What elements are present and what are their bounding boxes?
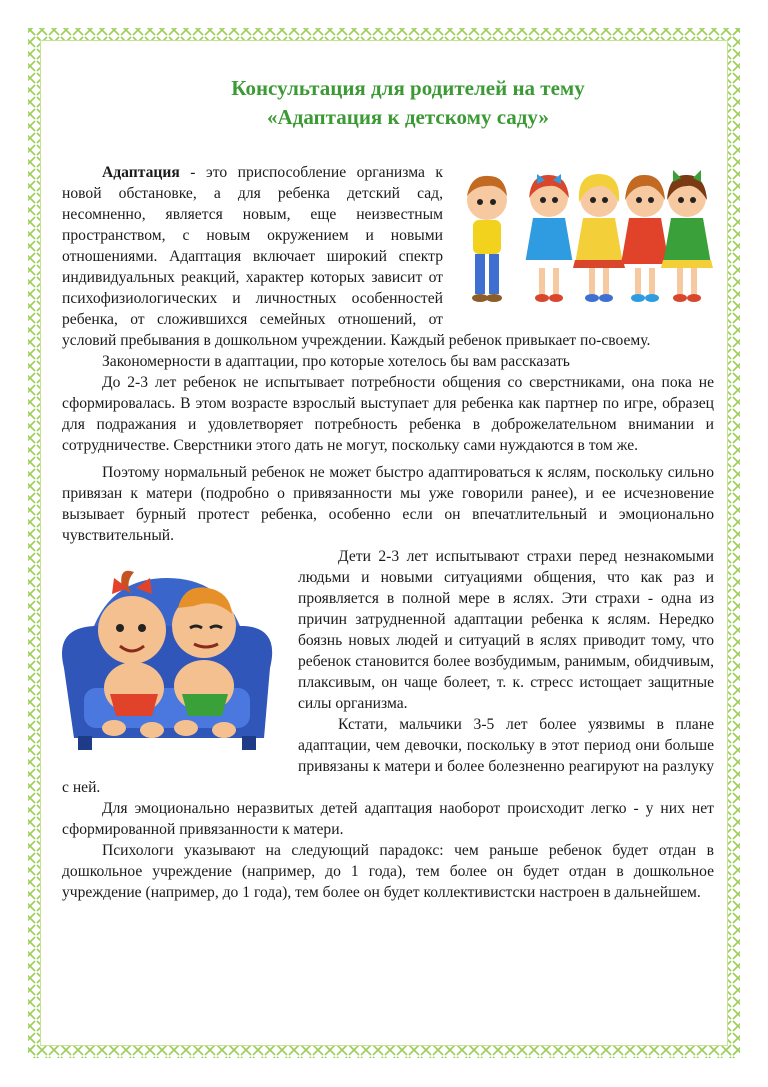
- paragraph-5: Дети 2-3 лет испытывают страхи перед незнакомыми людьми и новыми ситуациями общения, что как раз и проявляется в полной мере в яслях. Эти страхи - одна из причин затрудненной адаптации ребенка к яслям. Нередко боязнь новых людей и ситуаций в яслях приводит тому, что ребенок становится более возбудимым, ранимым, обидчивым, плаксивым, он чаще болеет, т. к. стресс истощает защитные силы организма.: [298, 548, 714, 712]
- girl-figure-1: [523, 174, 575, 302]
- title-line-1: Консультация для родителей на тему: [231, 76, 585, 100]
- paragraph-3: До 2-3 лет ребенок не испытывает потребности общения со сверстниками, она пока не сформировалась. В этом возрасте взрослый выступает для ребенка как партнер по игре, образец для подражания и удовлетворяет потребность ребенка в доброжелательном внимании и сотрудничестве. Сверстники этого дать не могут, поскольку сами нуждаются в том же.: [62, 374, 714, 454]
- paragraph-6: Кстати, мальчики 3-5 лет более уязвимы в плане адаптации, чем девочки, поскольку в этот период они больше привязаны к матери и более болезненно реагируют на разлуку с ней.: [62, 716, 714, 796]
- paragraph-7: Для эмоционально неразвитых детей адаптация наоборот происходит легко - у них нет сформированной привязанности к матери.: [62, 800, 714, 838]
- document-page: [62, 74, 714, 903]
- paragraph-8: Психологи указывают на следующий парадокс: чем раньше ребенок будет отдан в дошкольное учреждение (например, до 1 года), тем более он будет отдан в дошкольное учреждение (например, до 1 года), тем более он будет коллективистски настроен в дальнейшем.: [62, 842, 714, 901]
- boy-figure: [467, 176, 507, 302]
- babies-on-armchair-illustration: [54, 548, 280, 758]
- title-line-2: «Адаптация к детскому саду»: [267, 105, 549, 129]
- page-title: [62, 74, 714, 132]
- children-group-illustration: [459, 162, 714, 312]
- intro-text: - это приспособление организма к новой обстановке, а для ребенка детский сад, несомненно, является новым, еще неизвестным пространством, с новым окружением и новыми отношениями. Адаптация включает широкий спектр индивидуальных реакций, характер которых зависит от психофизиологических и личностных особенностей ребенка, от сложившихся семейных отношений, от условий пребывания в дошкольном учреждении. Каждый ребенок привыкает по-своему.: [62, 164, 651, 349]
- girl-figure-2: [573, 174, 625, 302]
- girl-figure-4: [661, 170, 713, 302]
- girl-figure-3: [621, 175, 669, 302]
- paragraph-2: Закономерности в адаптации, про которые хотелось бы вам рассказать: [102, 353, 570, 370]
- paragraph-4: Поэтому нормальный ребенок не может быстро адаптироваться к яслям, поскольку сильно привязан к матери (подробно о привязанности мы уже говорили ранее), и ее исчезновение вызывает бурный протест ребенка, особенно если он впечатлительный и эмоционально чувствительный.: [62, 464, 714, 544]
- term-adaptation: Адаптация: [102, 164, 180, 181]
